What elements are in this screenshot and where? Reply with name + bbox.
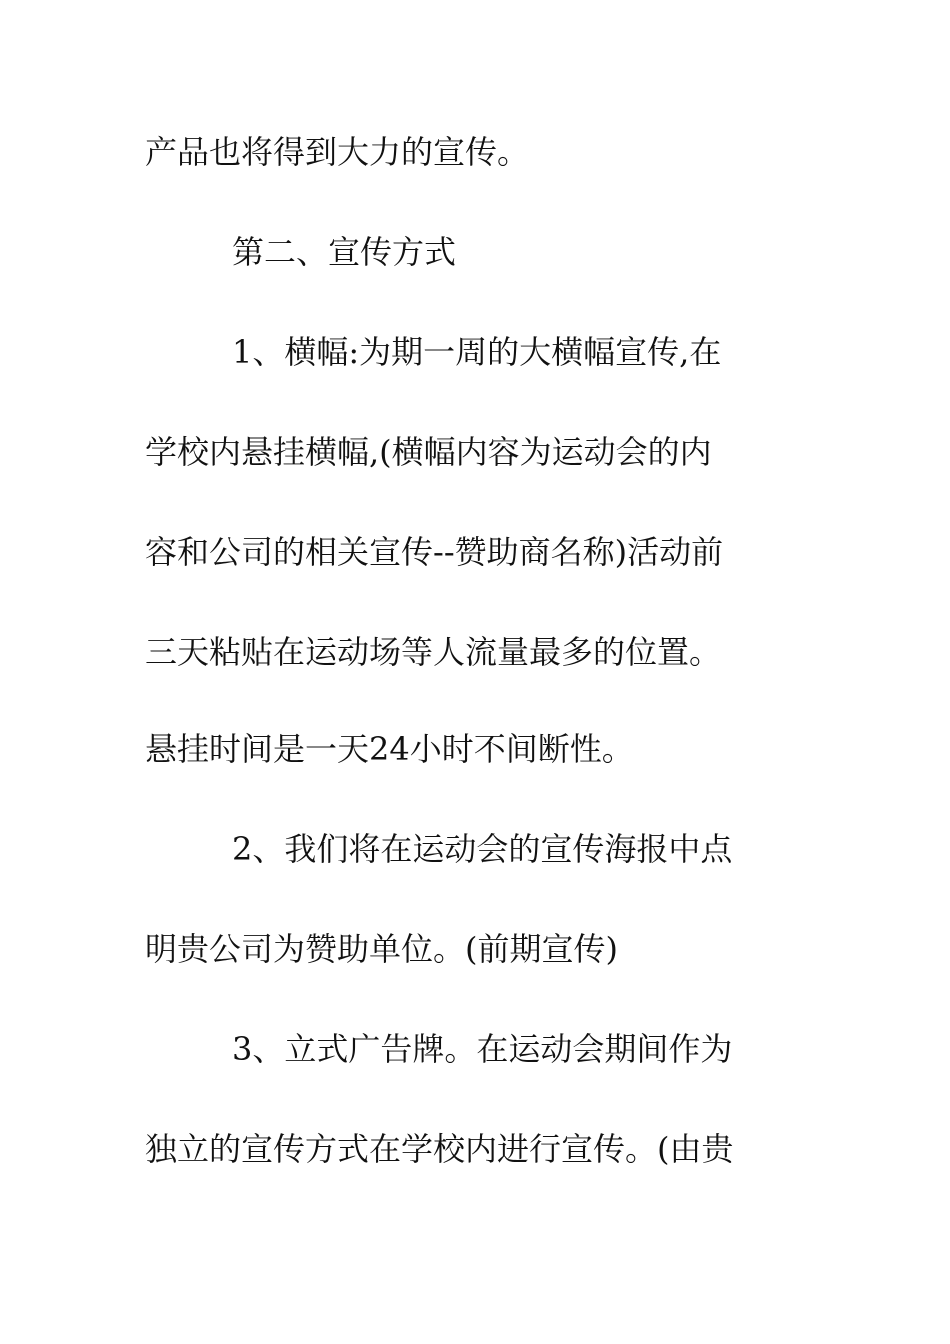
text-line-11: 独立的宣传方式在学校内进行宣传。(由贵 [145,1130,734,1168]
text-line-5: 容和公司的相关宣传--赞助商名称)活动前 [145,533,724,571]
text-line-4: 学校内悬挂横幅,(横幅内容为运动会的内 [145,433,712,471]
section-heading: 第二、宣传方式 [232,233,457,271]
text-line-1: 产品也将得到大力的宣传。 [145,133,530,171]
text-line-8: 2、我们将在运动会的宣传海报中点 [232,830,733,868]
text-line-10: 3、立式广告牌。在运动会期间作为 [232,1030,733,1068]
text-line-7: 悬挂时间是一天24小时不间断性。 [145,730,634,768]
text-line-3: 1、横幅:为期一周的大横幅宣传,在 [232,333,722,371]
text-line-6: 三天粘贴在运动场等人流量最多的位置。 [145,633,722,671]
text-line-9: 明贵公司为赞助单位。(前期宣传) [145,930,618,968]
